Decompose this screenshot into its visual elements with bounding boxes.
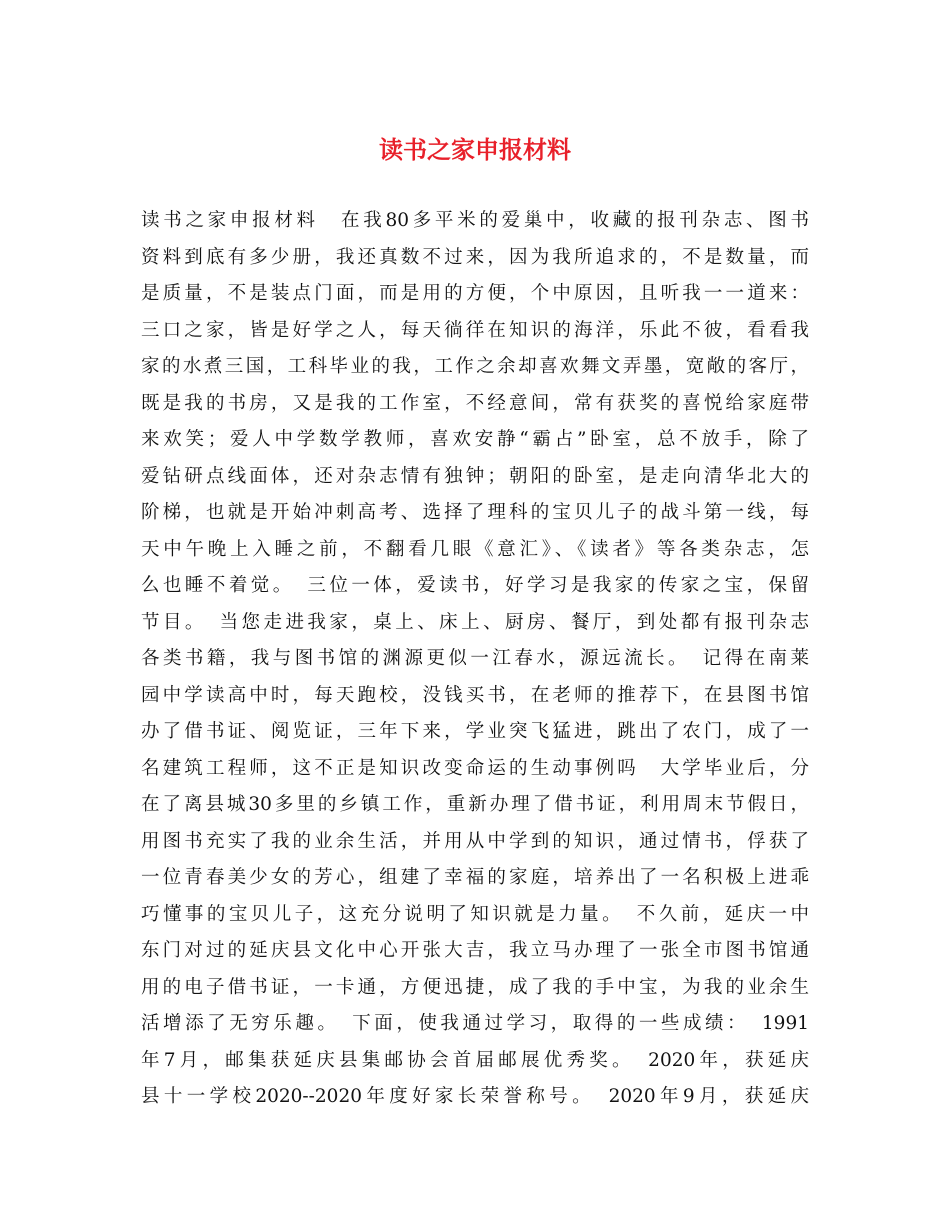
body-line: 爱钻研点线面体，还对杂志情有独钟；朝阳的卧室，是走向清华北大的 [141, 465, 809, 487]
body-line: 来欢笑；爱人中学数学教师，喜欢安静“霸占”卧室，总不放手，除了 [141, 429, 809, 450]
body-line: 么也睡不着觉。 三位一体，爱读书，好学习是我家的传家之宝，保留 [141, 575, 809, 596]
document-body [141, 203, 809, 1116]
body-line: 办了借书证、阅览证，三年下来，学业突飞猛进，跳出了农门，成了一 [141, 721, 809, 742]
body-line: 县十一学校2020--2020年度好家长荣誉称号。 2020年9月，获延庆 [141, 1086, 809, 1107]
body-line: 一位青春美少女的芳心，组建了幸福的家庭，培养出了一名积极上进乖 [141, 867, 809, 888]
body-line: 资料到底有多少册，我还真数不过来，因为我所追求的，不是数量，而 [141, 246, 809, 268]
body-line: 名建筑工程师，这不正是知识改变命运的生动事例吗 大学毕业后，分 [141, 757, 809, 779]
body-line: 三口之家，皆是好学之人，每天徜徉在知识的海洋，乐此不彼，看看我 [141, 319, 809, 341]
document-title: 读书之家申报材料 [379, 135, 571, 164]
body-line: 活增添了无穷乐趣。 下面，使我通过学习，取得的一些成绩： 1991 [141, 1013, 809, 1034]
body-line: 是质量，不是装点门面，而是用的方便，个中原因，且听我一一道来： [141, 283, 809, 304]
body-line: 各类书籍，我与图书馆的渊源更似一江春水，源远流长。 记得在南莱 [141, 648, 809, 669]
body-line: 家的水煮三国，工科毕业的我，工作之余却喜欢舞文弄墨，宽敞的客厅， [141, 356, 809, 377]
body-line: 东门对过的延庆县文化中心开张大吉，我立马办理了一张全市图书馆通 [141, 940, 809, 961]
body-line: 读书之家申报材料 在我80多平米的爱巢中，收藏的报刊杂志、图书 [141, 210, 809, 231]
body-line: 用的电子借书证，一卡通，方便迅捷，成了我的手中宝，为我的业余生 [141, 976, 809, 998]
body-line: 节目。 当您走进我家，桌上、床上、厨房、餐厅，到处都有报刊杂志 [141, 611, 809, 633]
body-line: 园中学读高中时，每天跑校，没钱买书，在老师的推荐下，在县图书馆 [141, 684, 809, 706]
body-line: 既是我的书房，又是我的工作室，不经意间，常有获奖的喜悦给家庭带 [141, 392, 809, 414]
body-line: 阶梯，也就是开始冲刺高考、选择了理科的宝贝儿子的战斗第一线，每 [141, 502, 809, 523]
body-line: 年7月，邮集获延庆县集邮协会首届邮展优秀奖。 2020年，获延庆 [141, 1049, 809, 1071]
body-line: 用图书充实了我的业余生活，并用从中学到的知识，通过情书，俘获了 [141, 830, 809, 852]
body-line: 天中午晚上入睡之前，不翻看几眼《意汇》、《读者》等各类杂志，怎 [141, 538, 809, 560]
body-line: 巧懂事的宝贝儿子，这充分说明了知识就是力量。 不久前，延庆一中 [141, 903, 809, 925]
body-line: 在了离县城30多里的乡镇工作，重新办理了借书证，利用周末节假日， [141, 794, 809, 815]
